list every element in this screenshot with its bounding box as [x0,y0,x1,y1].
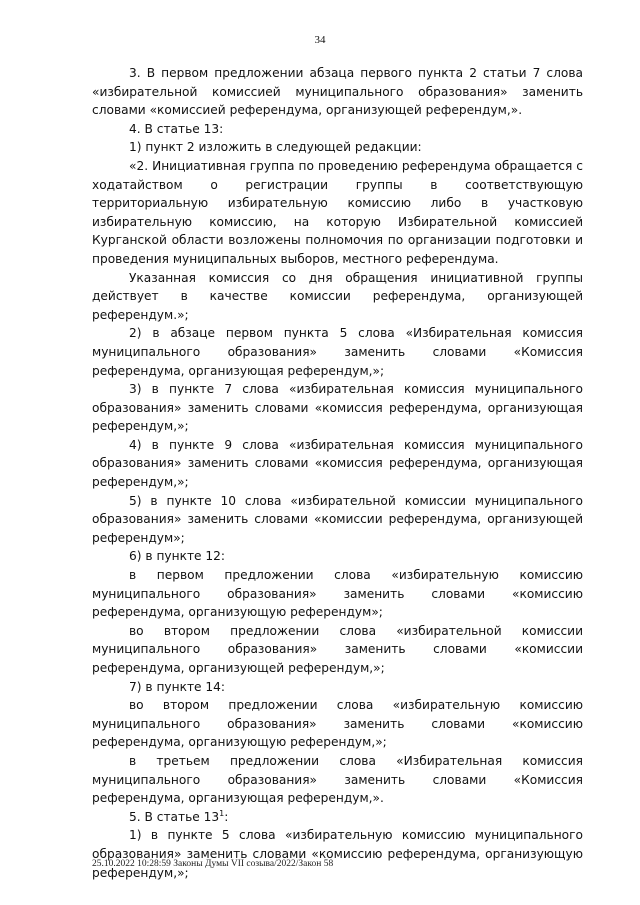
heading-text: 5. В статье 13 [129,809,220,824]
paragraph-article-heading [92,808,583,827]
paragraph: в первом предложении слова «избирательную комиссию муниципального образования» заменить словами «комиссию референдума, организующую референдум»; [92,568,583,620]
heading-suffix: : [224,809,229,824]
paragraph: в третьем предложении слова «Избирательная комиссия муниципального образования» заменить словами «Комиссия референдума, организующая референдум,». [92,753,583,806]
paragraph: во втором предложении слова «избирательной комиссии муниципального образования» заменить словами «комиссии референдума, организующей референдум,»; [92,623,583,675]
paragraph: 6) в пункте 12: [129,549,226,564]
paragraph: 4) в пункте 9 слова «избирательная комиссия муниципального образования» заменить словами «комиссия референдума, организующая референдум,»; [92,437,583,490]
paragraph: «2. Инициативная группа по проведению референдума обращается с ходатайством о регистрации группы в соответствующую территориальную избирательную комиссию либо в участковую избирательную комиссию, на которую Избирательной комиссией Курганской области возложены полномочия по организации подготовки и проведения муниципальных выборов, местного референдума. [92,158,583,266]
paragraph: 1) в пункте 5 слова «избирательную комиссию муниципального образования» заменить словами «комиссию референдума, организующую референдум,»; [92,828,583,880]
paragraph: Указанная комиссия со дня обращения инициативной группы действует в качестве комиссии референдума, организующей референдум.»; [92,270,583,322]
paragraph: 2) в абзаце первом пункта 5 слова «Избирательная комиссия муниципального образования» заменить словами «Комиссия референдума, организующая референдум,»; [92,326,583,378]
superscript: 1 [219,808,225,818]
footer-stamp: 25.10.2022 10:28:59 Законы Думы VII созыва/2022/Закон 58 [92,859,334,869]
page-number: 34 [314,34,326,46]
paragraph: 7) в пункте 14: [129,679,226,694]
document-body [92,64,583,882]
paragraph: во втором предложении слова «избирательную комиссию муниципального образования» заменить словами «комиссию референдума, организующую референдум,»; [92,698,583,750]
paragraph: 3) в пункте 7 слова «избирательная комиссия муниципального образования» заменить словами «комиссия референдума, организующая референдум,»; [92,382,583,434]
paragraph: 4. В статье 13: [129,121,224,136]
paragraph: 5) в пункте 10 слова «избирательной комиссии муниципального образования» заменить словами «комиссии референдума, организующей референдум»; [92,493,583,545]
paragraph: 1) пункт 2 изложить в следующей редакции: [129,140,422,155]
paragraph: 3. В первом предложении абзаца первого пункта 2 статьи 7 слова «избирательной комиссией муниципального образования» заменить словами «комиссией референдума, организующей референдум,». [92,66,583,118]
